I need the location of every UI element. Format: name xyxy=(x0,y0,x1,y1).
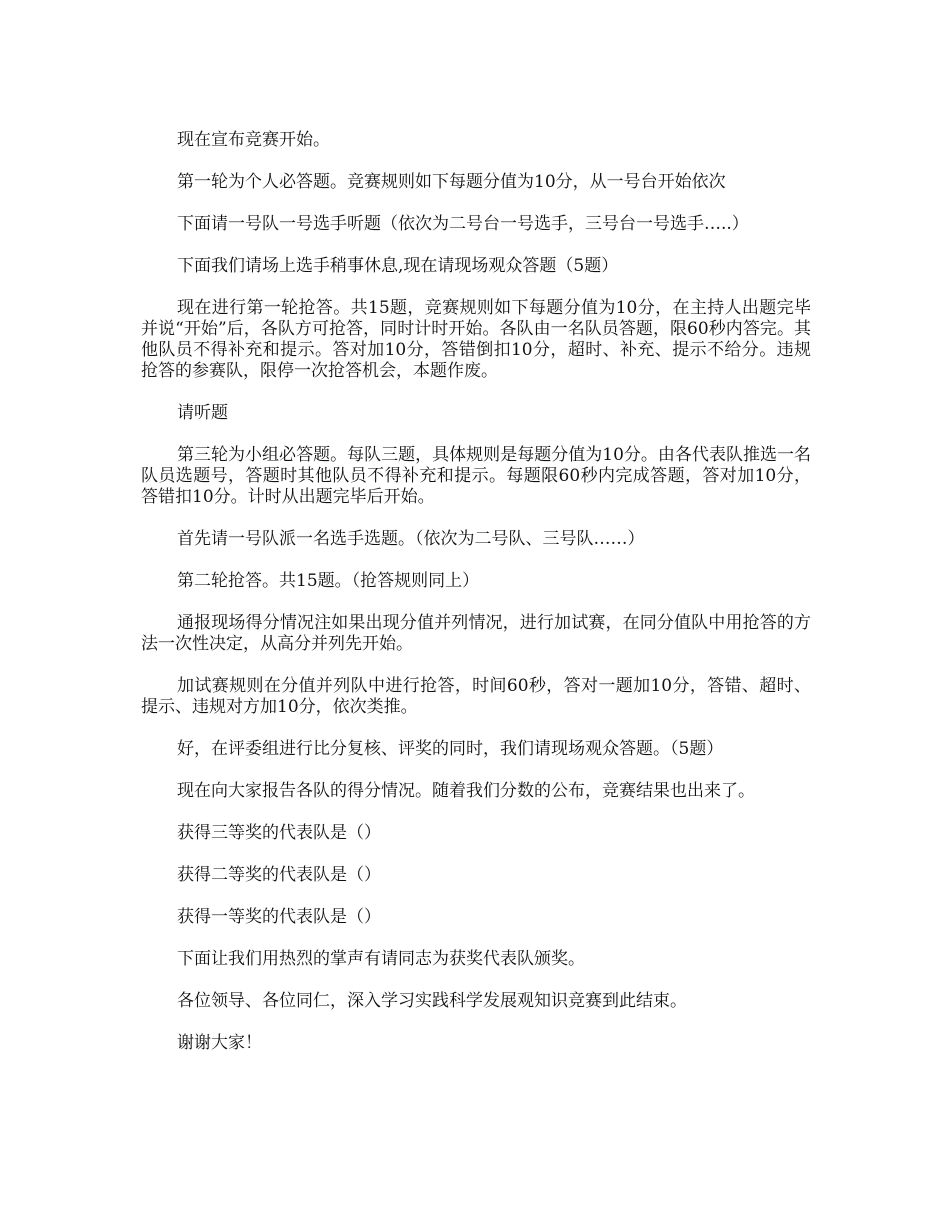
paragraph-award-presentation: 下面让我们用热烈的掌声有请同志为获奖代表队颁奖。 xyxy=(177,949,585,969)
paragraph-closing: 各位领导、各位同仁，深入学习实践科学发展观知识竞赛到此结束。 xyxy=(177,991,687,1011)
paragraph-round-two-buzzer: 第二轮抢答。共15题。（抢答规则同上） xyxy=(177,571,480,591)
paragraph-team-selection: 首先请一号队派一名选手选题。（依次为二号队、三号队……） xyxy=(177,529,645,549)
paragraph-competition-start: 现在宣布竞赛开始。 xyxy=(177,130,330,150)
paragraph-first-prize: 获得一等奖的代表队是（） xyxy=(177,907,381,927)
paragraph-review-audience: 好，在评委组进行比分复核、评奖的同时，我们请现场观众答题。（5题） xyxy=(177,739,724,759)
paragraph-audience-break: 下面我们请场上选手稍事休息,现在请现场观众答题（5题） xyxy=(177,256,619,276)
paragraph-score-report: 通报现场得分情况注如果出现分值并列情况，进行加试赛，在同分值队中用抢答的方法一次性决定，从高分并列先开始。 xyxy=(141,613,811,654)
paragraph-listen: 请听题 xyxy=(177,403,228,423)
paragraph-tiebreaker-rules: 加试赛规则在分值并列队中进行抢答，时间60秒，答对一题加10分，答错、超时、提示、违规对方加10分，依次类推。 xyxy=(141,676,811,717)
paragraph-round-one-rules: 第一轮为个人必答题。竞赛规则如下每题分值为10分，从一号台开始依次 xyxy=(177,172,726,192)
paragraph-second-prize: 获得二等奖的代表队是（） xyxy=(177,865,381,885)
paragraph-third-prize: 获得三等奖的代表队是（） xyxy=(177,823,381,843)
paragraph-thanks: 谢谢大家！ xyxy=(177,1033,262,1053)
document-body xyxy=(141,130,811,1075)
paragraph-round-one-start: 下面请一号队一号选手听题（依次为二号台一号选手，三号台一号选手…..） xyxy=(177,214,749,234)
paragraph-buzzer-round-rules: 现在进行第一轮抢答。共15题，竞赛规则如下每题分值为10分，在主持人出题完毕并说“开始”后，各队方可抢答，同时计时开始。各队由一名队员答题，限60秒内答完。其他队员不得补充和提示。答对加10分，答错倒扣10分，超时、补充、提示不给分。违规抢答的参赛队，限停一次抢答机会，本题作废。 xyxy=(141,298,811,381)
paragraph-results-announcement: 现在向大家报告各队的得分情况。随着我们分数的公布，竞赛结果也出来了。 xyxy=(177,781,755,801)
paragraph-round-three-rules: 第三轮为小组必答题。每队三题，具体规则是每题分值为10分。由各代表队推选一名队员选题号，答题时其他队员不得补充和提示。每题限60秒内完成答题，答对加10分，答错扣10分。计时从出题完毕后开始。 xyxy=(141,445,811,507)
